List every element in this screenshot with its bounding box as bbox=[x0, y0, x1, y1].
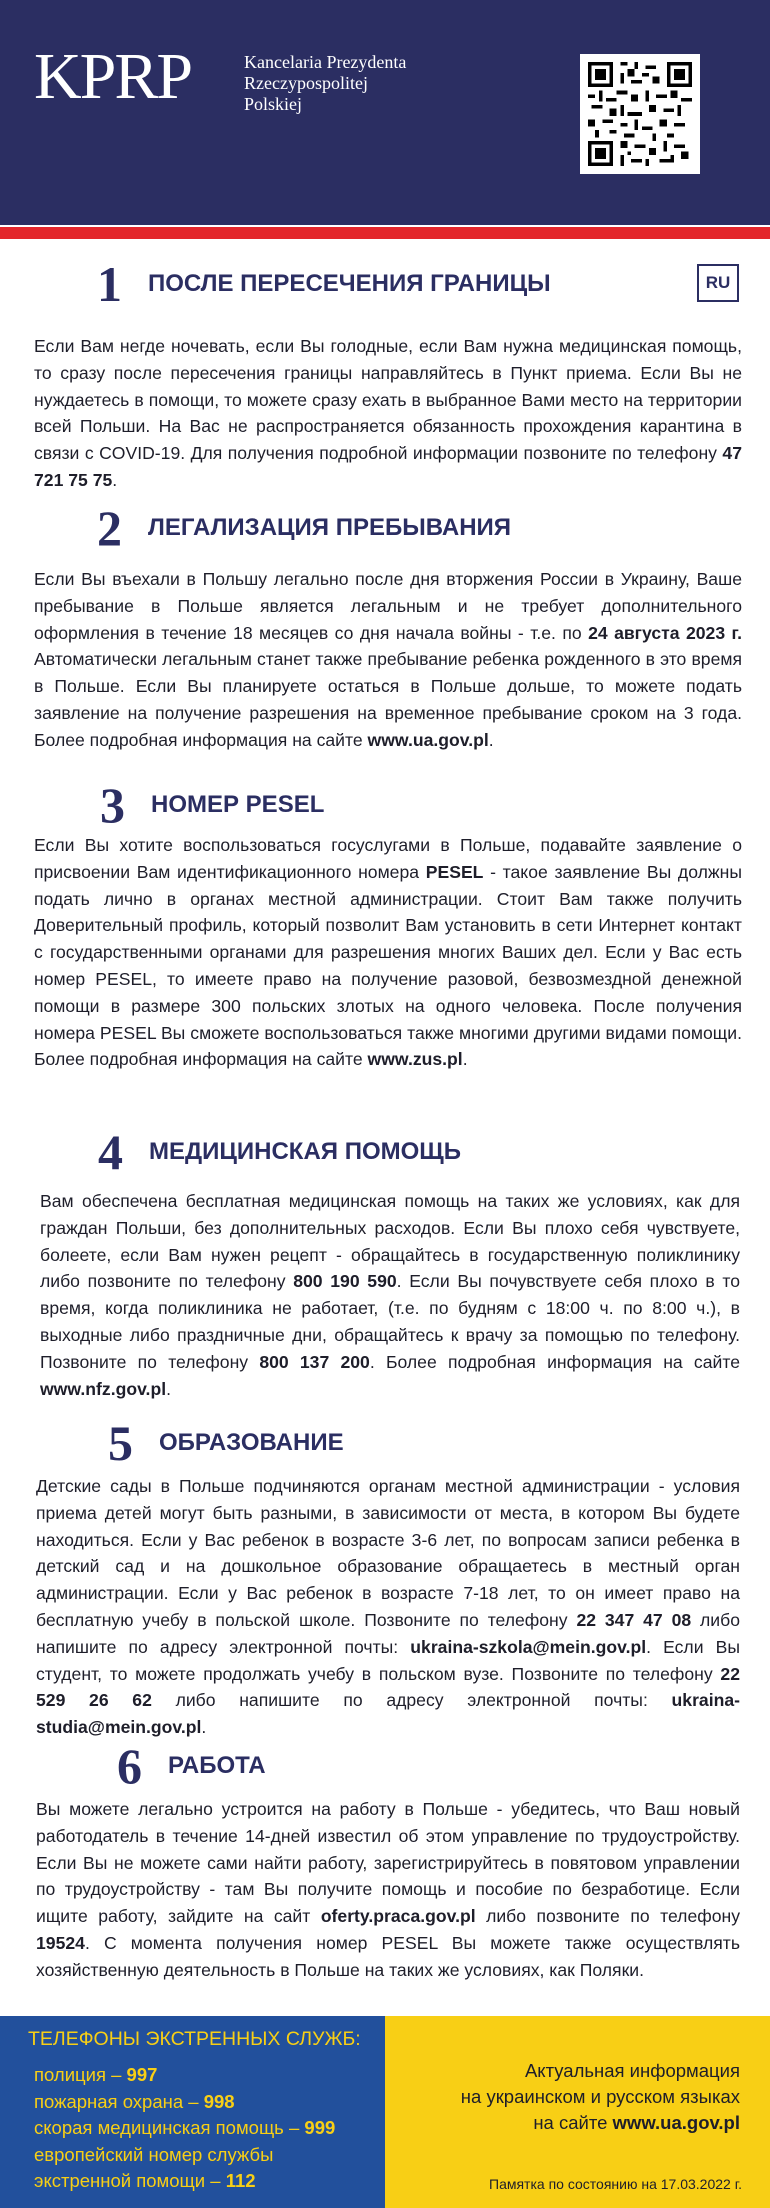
emergency-item bbox=[34, 2062, 335, 2089]
emergency-item bbox=[34, 2168, 335, 2195]
highlighted-text: 24 августа 2023 г. bbox=[588, 622, 742, 643]
emergency-number: 112 bbox=[225, 2170, 256, 2191]
qr-code-icon[interactable] bbox=[580, 54, 700, 174]
section-number: 1 bbox=[97, 256, 122, 312]
section-title: ЛЕГАЛИЗАЦИЯ ПРЕБЫВАНИЯ bbox=[148, 514, 512, 541]
section-number: 2 bbox=[97, 500, 122, 556]
emergency-phones-panel bbox=[0, 2016, 385, 2208]
info-site-prefix: на сайте bbox=[533, 2112, 613, 2133]
info-line: на украинском и русском языках bbox=[460, 2086, 740, 2107]
highlighted-text: oferty.praca.gov.pl bbox=[320, 1906, 476, 1927]
emergency-item bbox=[34, 2142, 335, 2169]
emergency-number: 999 bbox=[304, 2117, 336, 2138]
chancellery-line: Polskiej bbox=[244, 94, 303, 114]
red-divider bbox=[0, 227, 770, 239]
section-heading bbox=[100, 777, 324, 833]
language-badge: RU bbox=[697, 264, 739, 302]
emergency-list bbox=[34, 2062, 335, 2195]
highlighted-text: 22 529 26 62 bbox=[36, 1663, 740, 1711]
highlighted-text: 47 721 75 75 bbox=[34, 443, 742, 490]
section-heading bbox=[97, 500, 511, 556]
emergency-title: ТЕЛЕФОНЫ ЭКСТРЕННЫХ СЛУЖБ: bbox=[28, 2028, 361, 2050]
highlighted-text: 22 347 47 08 bbox=[576, 1609, 692, 1630]
chancellery-name bbox=[244, 52, 406, 115]
section-title: ОБРАЗОВАНИЕ bbox=[159, 1429, 344, 1456]
emergency-item bbox=[34, 2089, 335, 2116]
section-title: ПОСЛЕ ПЕРЕСЕЧЕНИЯ ГРАНИЦЫ bbox=[148, 270, 551, 297]
emergency-item bbox=[34, 2115, 335, 2142]
section-text: Вы можете легально устроится на работу в Польше - убедитесь, что Ваш новый работодатель в течение 14-дней известил об этом управление по трудоустройству. Если Вы не можете сами найти работу, зарегистрируйтесь в повятовом управлении по трудоустройству - там Вы получите помощь и пособие по безработице. Если ищите работу, зайдите на сайт oferty.praca.gov.pl либо позвоните по телефону 19524. С момента получения номер PESEL Вы можете также осуществлять хозяйственную деятельность в Польше на таких же условиях, как Поляки. bbox=[36, 1799, 740, 1980]
highlighted-text: 800 190 590 bbox=[293, 1271, 397, 1292]
emergency-label: полиция – bbox=[34, 2064, 127, 2085]
chancellery-line: Rzeczypospolitej bbox=[244, 73, 368, 93]
info-site-link[interactable]: www.ua.gov.pl bbox=[612, 2112, 740, 2133]
section-heading bbox=[108, 1415, 344, 1471]
info-text bbox=[461, 2058, 740, 2136]
highlighted-text: PESEL bbox=[425, 861, 484, 882]
section-text: Детские сады в Польше подчиняются органам местной администрации - условия приема детей могут быть разными, в зависимости от места, в котором Вы будете находиться. Если у Вас ребенок в возрасте 3-6 лет, по вопросам записи ребенка в детский сад и на дошкольное образование обращаетесь в местный орган администрации. Если у Вас ребенок в возрасте 7-18 лет, то он имеет право на бесплатную учебу в польской школе. Позвоните по телефону 22 347 47 08 либо напишите по адресу электронной почты: ukraina-szkola@mein.gov.pl. Если Вы студент, то можете продолжать учебу в польском вузе. Позвоните по телефону 22 529 26 62 либо напишите по адресу электронной почты: ukraina-studia@mein.gov.pl. bbox=[36, 1476, 740, 1738]
section-title: МЕДИЦИНСКАЯ ПОМОЩЬ bbox=[149, 1138, 461, 1165]
section-text: Если Вам негде ночевать, если Вы голодные, если Вам нужна медицинская помощь, то сразу после пересечения границы направляйтесь в Пункт приема. Если Вы не нуждаетесь в помощи, то можете сразу ехать в выбранное Вами место на территории всей Польши. На Вас не распространяется обязанность прохождения карантина в связи с COVID-19. Для получения подробной информации позвоните по телефону 47 721 75 75. bbox=[34, 336, 742, 490]
section-title: НОМЕР PESEL bbox=[151, 791, 325, 818]
section-heading bbox=[98, 1124, 461, 1180]
date-note: Памятка по состоянию на 17.03.2022 г. bbox=[489, 2176, 742, 2192]
emergency-label: пожарная охрана – bbox=[34, 2090, 204, 2112]
emergency-label: экстренной помощи – bbox=[34, 2170, 226, 2191]
info-line: Актуальная информация bbox=[524, 2060, 740, 2081]
section-title: РАБОТА bbox=[168, 1752, 266, 1779]
highlighted-text: 800 137 200 bbox=[259, 1351, 370, 1372]
section-text: Если Вы хотите воспользоваться госуслугами в Польше, подавайте заявление о присвоении Вам идентификационного номера PESEL - такое заявление Вы должны подать лично в органах местной администрации. Стоит Вам также получить Доверительный профиль, который позволит Вам установить в сети Интернет контакт с государственными органами для разрешения многих Ваших дел. Если у Вас есть номер PESEL, то имеете право на получение разовой, безвозмездной денежной помощи в размере 300 польских злотых на одного человека. После получения номера PESEL Вы сможете воспользоваться также многими другими видами помощи. Более подробная информация на сайте www.zus.pl. bbox=[34, 835, 742, 1070]
highlighted-text: ukraina-szkola@mein.gov.pl bbox=[410, 1636, 647, 1657]
section-number: 4 bbox=[98, 1124, 123, 1180]
chancellery-line: Kancelaria Prezydenta bbox=[244, 52, 407, 72]
emergency-label: европейский номер службы bbox=[34, 2143, 274, 2165]
emergency-number: 998 bbox=[203, 2090, 235, 2112]
section-heading bbox=[97, 256, 551, 312]
section-text: Вам обеспечена бесплатная медицинская помощь на таких же условиях, как для граждан Польши, без дополнительных расходов. Если Вы плохо себя чувствуете, болеете, если Вам нужен рецепт - обращайтесь в государственную поликлинику либо позвоните по телефону 800 190 590. Если Вы почувствуете себя плохо в то время, когда поликлиника не работает, (т.е. по будням с 18:00 ч. по 8:00 ч.), в выходные либо праздничные дни, обращайтесь к врачу за помощью по телефону. Позвоните по телефону 800 137 200. Более подробная информация на сайте www.nfz.gov.pl. bbox=[40, 1191, 740, 1399]
highlighted-text: www.nfz.gov.pl bbox=[40, 1378, 167, 1399]
info-line bbox=[461, 2110, 740, 2136]
highlighted-text: ukraina-studia@mein.gov.pl bbox=[36, 1690, 740, 1738]
section-number: 6 bbox=[117, 1738, 142, 1794]
section-number: 5 bbox=[108, 1415, 133, 1471]
section-heading bbox=[117, 1738, 266, 1794]
emergency-number: 997 bbox=[126, 2064, 158, 2085]
section-number: 3 bbox=[100, 777, 125, 833]
emergency-label: скорая медицинская помощь – bbox=[34, 2117, 305, 2138]
highlighted-text: 19524 bbox=[36, 1932, 85, 1953]
header-banner bbox=[0, 0, 770, 225]
qr-code-graphic bbox=[588, 62, 692, 166]
info-panel bbox=[385, 2016, 770, 2208]
highlighted-text: www.ua.gov.pl bbox=[367, 729, 489, 750]
highlighted-text: www.zus.pl bbox=[367, 1049, 463, 1070]
section-text: Если Вы въехали в Польшу легально после дня вторжения России в Украину, Ваше пребывание в Польше является легальным и не требует дополнительного оформления в течение 18 месяцев со дня начала войны - т.е. по 24 августа 2023 г. Автоматически легальным станет также пребывание ребенка рожденного в это время в Польше. Если Вы планируете остаться в Польше дольше, то можете подать заявление на получение разрешения на временное пребывание сроком на 3 года. Более подробная информация на сайте www.ua.gov.pl. bbox=[34, 569, 742, 750]
kprp-logo: KPRP bbox=[34, 40, 192, 113]
